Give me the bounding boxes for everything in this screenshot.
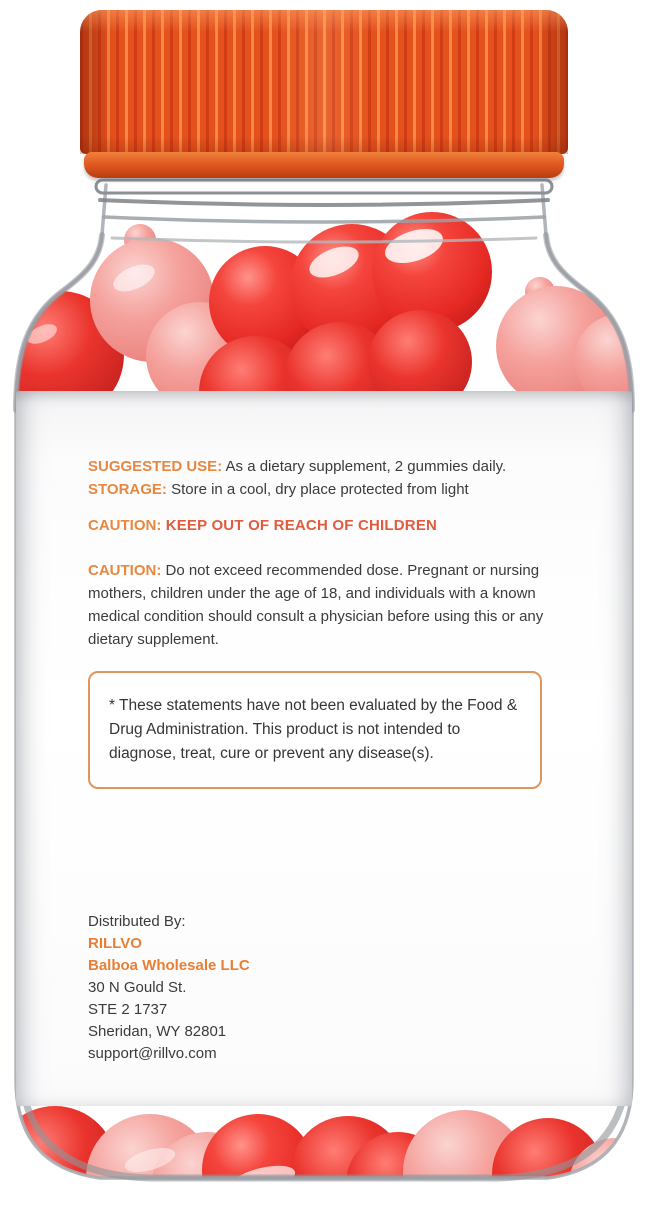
suggested-use-text: As a dietary supplement, 2 gummies daily. <box>222 458 507 475</box>
storage-text: Store in a cool, dry place protected from light <box>166 481 469 498</box>
distributor-heading: Distributed By: <box>88 913 186 930</box>
product-label <box>16 391 632 1106</box>
distributor-address-line2: STE 2 1737 <box>88 1001 168 1018</box>
distributor-block <box>88 911 564 1065</box>
suggested-use-row <box>88 455 564 478</box>
storage-row <box>88 478 564 501</box>
suggested-use-label: SUGGESTED USE: <box>88 458 223 475</box>
caution-children-label: CAUTION: <box>88 517 162 534</box>
disclaimer-text: * These statements have not been evaluated by the Food & Drug Administration. This product is not intended to diagnose, treat, cure or prevent any disease(s). <box>109 697 518 762</box>
disclaimer-box <box>88 671 542 789</box>
caution-paragraph <box>88 559 564 651</box>
distributor-address-line1: 30 N Gould St. <box>88 979 187 996</box>
bottle-cap-lip <box>84 152 564 178</box>
gummies-bottom <box>0 1106 648 1221</box>
distributor-company: Balboa Wholesale LLC <box>88 957 250 974</box>
storage-label: STORAGE: <box>88 481 167 498</box>
caution-text: Do not exceed recommended dose. Pregnant or nursing mothers, children under the age of 18, and individuals with a known medical condition should consult a physician before using this or any dietary supplement. <box>88 562 544 648</box>
caution-label: CAUTION: <box>88 562 162 579</box>
bottle-cap <box>80 10 568 154</box>
distributor-address-line3: Sheridan, WY 82801 <box>88 1023 227 1040</box>
caution-children-text: KEEP OUT OF REACH OF CHILDREN <box>161 517 438 534</box>
caution-children-row <box>88 514 564 537</box>
distributor-brand: RILLVO <box>88 935 142 952</box>
distributor-email: support@rillvo.com <box>88 1045 217 1062</box>
